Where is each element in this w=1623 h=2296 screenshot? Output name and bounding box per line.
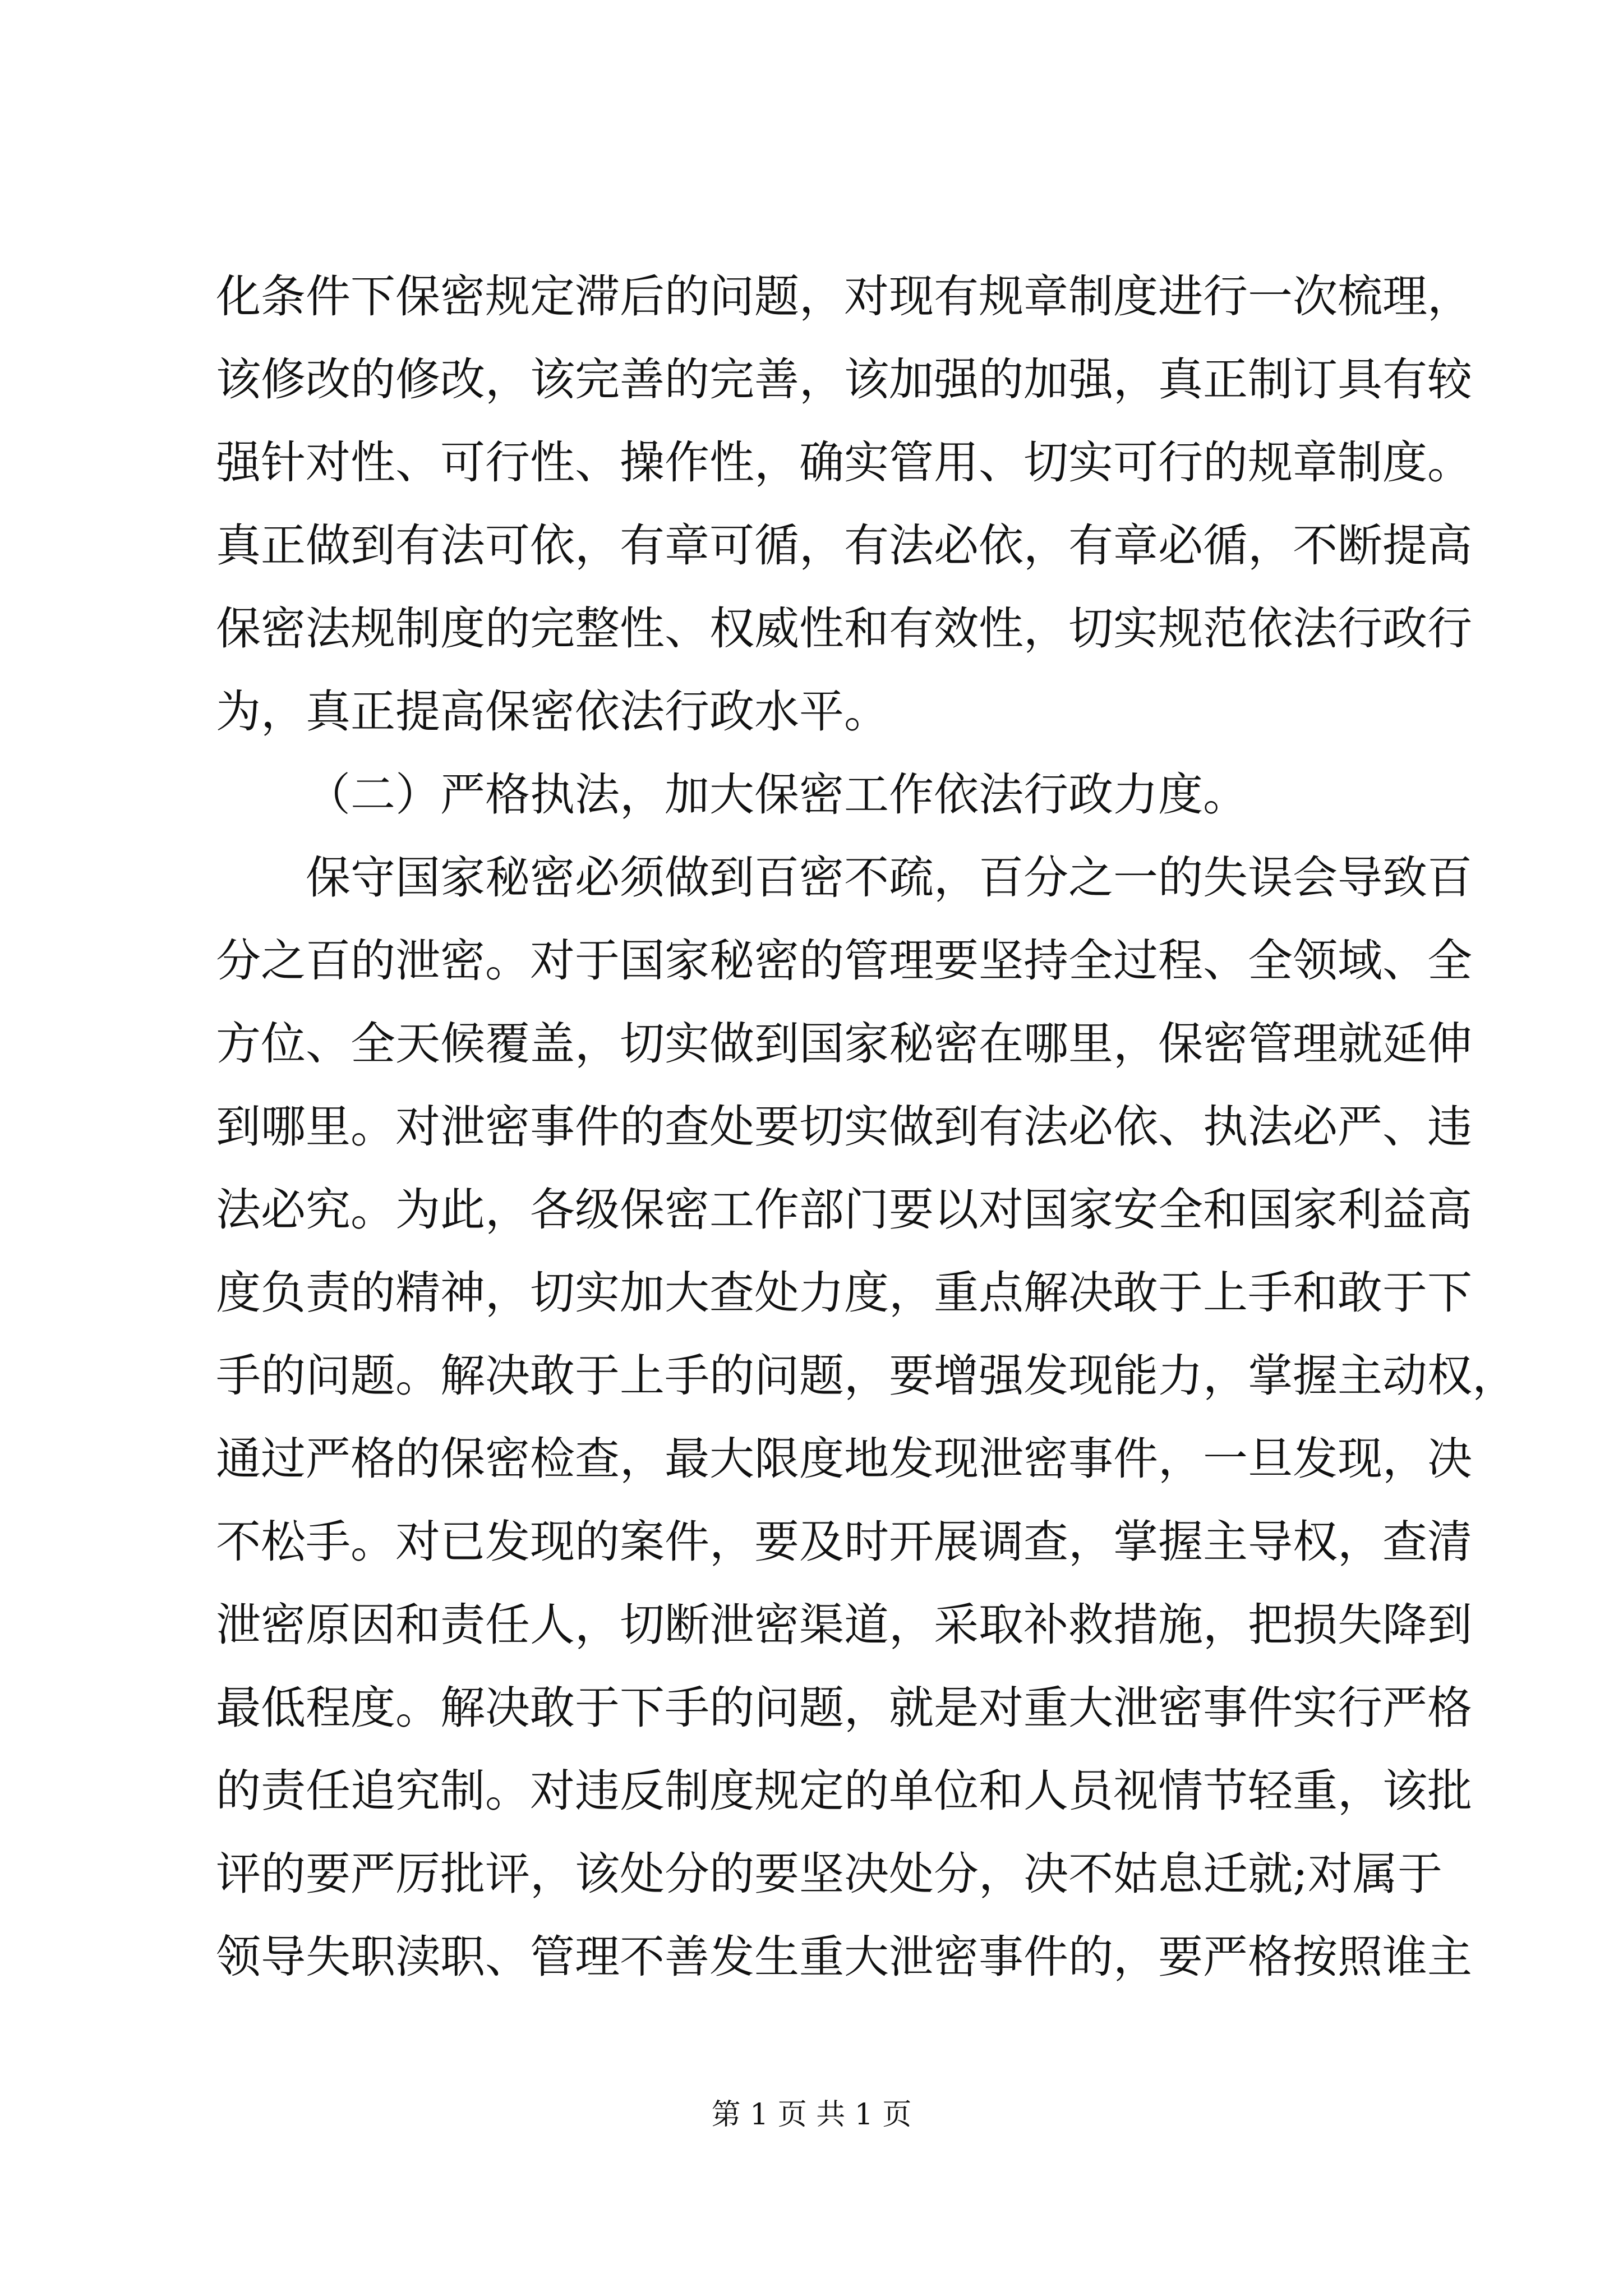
- paragraph-first-line: 保守国家秘密必须做到百密不疏，百分之一的失误会导致百: [306, 852, 1472, 904]
- section-heading: （二）严格执法，加大保密工作依法行政力度。: [306, 769, 1248, 821]
- text-line: 法必究。为此，各级保密工作部门要以对国家安全和国家利益高: [216, 1184, 1472, 1236]
- text-line: 到哪里。对泄密事件的查处要切实做到有法必依、执法必严、违: [216, 1101, 1472, 1153]
- text-line: 化条件下保密规定滞后的问题，对现有规章制度进行一次梳理，: [216, 270, 1472, 323]
- text-line: 分之百的泄密。对于国家秘密的管理要坚持全过程、全领域、全: [216, 935, 1472, 987]
- text-line: 度负责的精神，切实加大查处力度，重点解决敢于上手和敢于下: [216, 1267, 1472, 1319]
- page-number-footer: 第 1 页 共 1 页: [711, 2098, 912, 2132]
- text-line: 的责任追究制。对违反制度规定的单位和人员视情节轻重，该批: [216, 1765, 1472, 1817]
- text-line: 真正做到有法可依，有章可循，有法必依，有章必循，不断提高: [216, 519, 1472, 572]
- text-line: 评的要严厉批评，该处分的要坚决处分，决不姑息迁就;对属于: [216, 1848, 1442, 1900]
- text-line: 领导失职渎职、管理不善发生重大泄密事件的，要严格按照谁主: [216, 1931, 1472, 1983]
- text-line: 通过严格的保密检查，最大限度地发现泄密事件，一旦发现，决: [216, 1433, 1472, 1485]
- body-text: [216, 255, 1517, 1999]
- text-line: 方位、全天候覆盖，切实做到国家秘密在哪里，保密管理就延伸: [216, 1018, 1472, 1070]
- text-line: 泄密原因和责任人，切断泄密渠道，采取补救措施，把损失降到: [216, 1599, 1472, 1651]
- text-line: 强针对性、可行性、操作性，确实管用、切实可行的规章制度。: [216, 436, 1472, 489]
- text-line: 手的问题。解决敢于上手的问题，要增强发现能力，掌握主动权，: [216, 1350, 1517, 1402]
- text-line: 为，真正提高保密依法行政水平。: [216, 685, 889, 738]
- text-line: 不松手。对已发现的案件，要及时开展调查，掌握主导权，查清: [216, 1516, 1472, 1568]
- text-line: 最低程度。解决敢于下手的问题，就是对重大泄密事件实行严格: [216, 1682, 1472, 1734]
- text-line: 该修改的修改，该完善的完善，该加强的加强，真正制订具有较: [216, 353, 1472, 406]
- text-line: 保密法规制度的完整性、权威性和有效性，切实规范依法行政行: [216, 602, 1472, 655]
